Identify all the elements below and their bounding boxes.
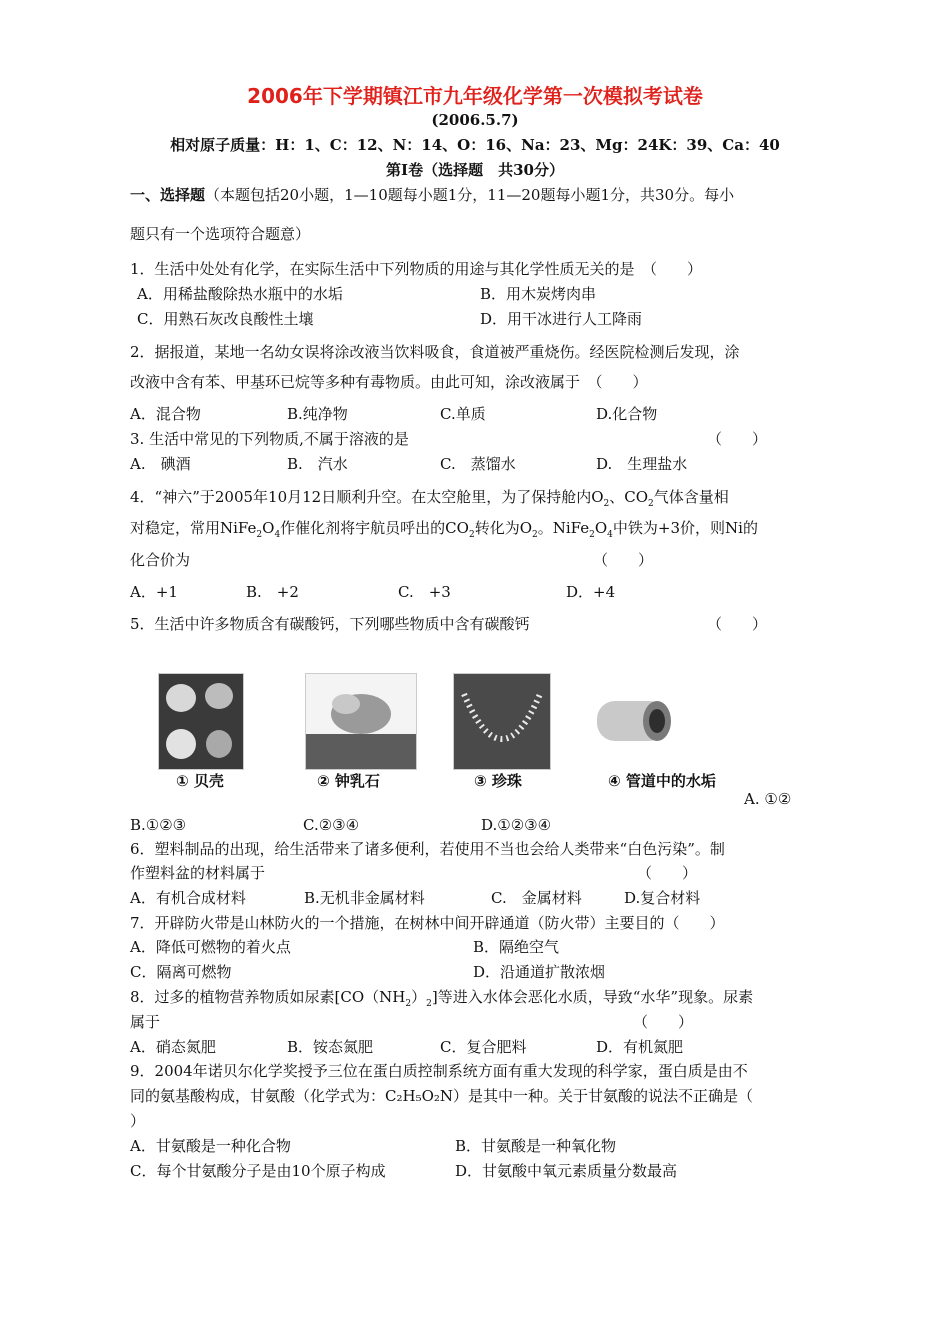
q6-line2: 作塑料盆的材料属于 <box>130 864 266 882</box>
q4-line1 <box>130 487 729 514</box>
q9-line2: 同的氨基酸构成，甘氨酸（化学式为：C₂H₅O₂N）是其中一种。关于甘氨酸的说法不正确是（ <box>130 1087 754 1105</box>
q4-option-b: B. +2 <box>246 583 299 601</box>
pearl-drawing <box>454 674 550 769</box>
shell-drawing <box>159 674 243 769</box>
q6-option-c: C. 金属材料 <box>491 889 582 907</box>
q8-line2: 属于 <box>130 1013 161 1031</box>
q9-option-a: A．甘氨酸是一种化合物 <box>130 1137 291 1155</box>
q2-option-b: B.纯净物 <box>287 405 348 423</box>
q4-line3: 化合价为 <box>130 551 191 569</box>
subscript: 2 <box>426 999 432 1009</box>
q7-option-c: C．隔离可燃物 <box>130 963 232 981</box>
q5-option-a: A. ①② <box>744 790 792 808</box>
pipe-drawing <box>592 673 682 768</box>
subscript: 2 <box>468 530 475 540</box>
q2-line1: 2．据报道，某地一名幼女误将涂改液当饮料吸食，食道被严重烧伤。经医院检测后发现，涂 <box>130 343 740 361</box>
subscript: 2 <box>648 499 654 509</box>
q3-stem: 3. 生活中常见的下列物质,不属于溶液的是 <box>130 430 409 448</box>
q1-option-a: A．用稀盐酸除热水瓶中的水垢 <box>137 285 343 303</box>
q2-option-c: C.单质 <box>440 405 486 423</box>
q4-line2 <box>130 518 758 545</box>
q6-option-b: B.无机非金属材料 <box>304 889 425 907</box>
q1-option-d: D．用干冰进行人工降雨 <box>480 310 643 328</box>
q2-option-a: A．混合物 <box>130 405 201 423</box>
q4-text: O <box>262 519 275 537</box>
q8-answer-paren: （ ） <box>633 1013 694 1031</box>
stalactite-image <box>305 673 417 770</box>
q6-option-d: D.复合材料 <box>624 889 701 907</box>
caption-shell: ① 贝壳 <box>176 772 224 790</box>
section-intro-line1 <box>130 185 734 205</box>
subscript: 2 <box>603 499 610 509</box>
subscript: 2 <box>405 999 412 1009</box>
q4-text: 4．“神六”于2005年10月12日顺利升空。在太空舱里，为了保持舱内O <box>130 488 604 506</box>
subscript: 4 <box>607 530 613 540</box>
q8-text: 8．过多的植物营养物质如尿素[CO（NH <box>130 988 406 1006</box>
q4-option-a: A．+1 <box>130 583 178 601</box>
pearl-image <box>453 673 551 770</box>
q8-option-c: C．复合肥料 <box>440 1038 527 1056</box>
exam-title: 2006年下学期镇江市九年级化学第一次模拟考试卷 <box>247 84 703 108</box>
q4-text: 转化为O <box>474 519 532 537</box>
q8-option-a: A．硝态氮肥 <box>130 1038 216 1056</box>
q8-option-d: D．有机氮肥 <box>596 1038 684 1056</box>
q7-stem: 7．开辟防火带是山林防火的一个措施，在树林中间开辟通道（防火带）主要目的（ ） <box>130 914 725 932</box>
q4-text: 。NiFe <box>537 519 590 537</box>
q3-option-b: B. 汽水 <box>287 455 348 473</box>
q4-option-d: D．+4 <box>566 583 616 601</box>
q4-text: 中铁为+3价，则Ni的 <box>612 519 758 537</box>
q9-line3: ） <box>130 1112 146 1130</box>
q5-option-b: B.①②③ <box>130 816 187 834</box>
section-intro-text: （本题包括20小题，1—10题每小题1分，11—20题每小题1分，共30分。每小 <box>205 186 735 204</box>
q3-option-c: C. 蒸馏水 <box>440 455 516 473</box>
q5-option-d: D.①②③④ <box>481 816 552 834</box>
q1-option-b: B．用木炭烤肉串 <box>480 285 597 303</box>
subscript: 2 <box>589 530 595 540</box>
subscript: 2 <box>256 530 263 540</box>
q9-option-b: B．甘氨酸是一种氧化物 <box>455 1137 617 1155</box>
q8-option-b: B．铵态氮肥 <box>287 1038 374 1056</box>
q6-line1: 6．塑料制品的出现，给生活带来了诸多便利，若使用不当也会给人类带来“白色污染”。制 <box>130 840 725 858</box>
q6-answer-paren: （ ） <box>637 864 698 882</box>
q5-stem: 5．生活中许多物质含有碳酸钙，下列哪些物质中含有碳酸钙 <box>130 615 530 633</box>
q1-option-c: C．用熟石灰改良酸性土壤 <box>137 310 314 328</box>
q7-option-a: A．降低可燃物的着火点 <box>130 938 291 956</box>
atomic-mass-line: 相对原子质量：H：1、C：12、N：14、O：16、Na：23、Mg：24K：39、Ca：40 <box>170 136 780 154</box>
q5-option-c: C.②③④ <box>303 816 360 834</box>
q4-text: 气体含量相 <box>653 488 729 506</box>
q6-option-a: A．有机合成材料 <box>130 889 246 907</box>
q4-text: 作催化剂将宇航员呼出的CO <box>280 519 469 537</box>
exam-date: (2006.5.7) <box>431 111 519 129</box>
subscript: 2 <box>532 530 538 540</box>
pipe-scale-image <box>592 673 682 768</box>
q2-line2: 改液中含有苯、甲基环已烷等多种有毒物质。由此可知，涂改液属于 （ ） <box>130 373 648 391</box>
section-label: 一、选择题 <box>130 186 206 204</box>
q4-option-c: C. +3 <box>398 583 451 601</box>
q9-option-d: D．甘氨酸中氧元素质量分数最高 <box>455 1162 678 1180</box>
subscript: 4 <box>274 530 281 540</box>
q4-answer-paren: （ ） <box>593 551 654 569</box>
q3-option-d: D. 生理盐水 <box>596 455 688 473</box>
stalactite-drawing <box>306 674 416 769</box>
caption-stalactite: ② 钟乳石 <box>317 772 380 790</box>
q8-text: ]等进入水体会恶化水质，导致“水华”现象。尿素 <box>431 988 754 1006</box>
q8-line1 <box>130 987 753 1014</box>
q2-option-d: D.化合物 <box>596 405 658 423</box>
q5-answer-paren: （ ） <box>707 615 768 633</box>
section-title: 第Ⅰ卷（选择题 共30分） <box>386 161 564 179</box>
q7-option-d: D．沿通道扩散浓烟 <box>473 963 606 981</box>
shell-image <box>158 673 244 770</box>
q4-text: O <box>594 519 608 537</box>
q3-option-a: A. 碘酒 <box>130 455 191 473</box>
q9-line1: 9．2004年诺贝尔化学奖授予三位在蛋白质控制系统方面有重大发现的科学家，蛋白质是由不 <box>130 1062 748 1080</box>
q4-text: 对稳定，常用NiFe <box>130 519 257 537</box>
section-intro-line2: 题只有一个选项符合题意） <box>130 225 311 243</box>
q1-stem: 1．生活中处处有化学，在实际生活中下列物质的用途与其化学性质无关的是 （ ） <box>130 260 703 278</box>
q9-option-c: C．每个甘氨酸分子是由10个原子构成 <box>130 1162 386 1180</box>
q8-text: ） <box>411 988 427 1006</box>
caption-pipe-scale: ④ 管道中的水垢 <box>608 772 716 790</box>
q7-option-b: B．隔绝空气 <box>473 938 560 956</box>
q4-text: 、CO <box>609 488 649 506</box>
caption-pearl: ③ 珍珠 <box>474 772 522 790</box>
q3-answer-paren: （ ） <box>707 430 768 448</box>
